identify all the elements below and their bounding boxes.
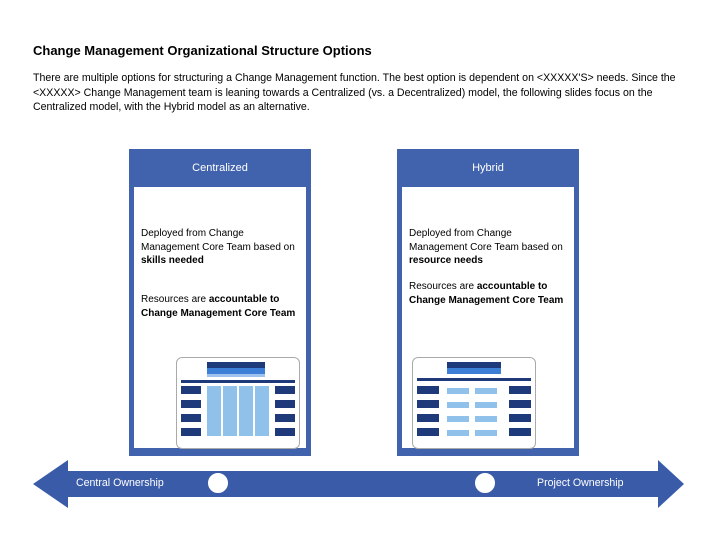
hybrid-point-deployment-text: Deployed from Change Management Core Team based on (409, 228, 563, 253)
hybrid-point-accountability-text: Resources are (409, 281, 477, 292)
centralized-point-deployment-text: Deployed from Change Management Core Team based on (141, 228, 295, 253)
slide-title: Change Management Organizational Structure Options (33, 43, 372, 58)
centralized-point-accountability-bold: accountable to Change Management Core Team (141, 294, 296, 319)
hybrid-position-marker (474, 472, 496, 494)
central-ownership-label: Central Ownership (76, 477, 164, 489)
hybrid-point-deployment-bold: resource needs (409, 255, 483, 266)
centralized-point-accountability-text: Resources are (141, 294, 209, 305)
project-ownership-label: Project Ownership (537, 477, 624, 489)
centralized-position-marker (207, 472, 229, 494)
centralized-point-deployment-bold: skills needed (141, 255, 204, 266)
hybrid-heading: Hybrid (472, 162, 504, 174)
hybrid-point-accountability-bold: accountable to Change Management Core Team (409, 281, 564, 306)
intro-paragraph: There are multiple options for structuring a Change Management function. The best option is dependent on <XXXXX'S> needs. Since the <XXXXX> Change Management team is leaning towards a Centralized (vs. a Decentralized) model, the following slides focus on the Centralized model, with the Hybrid model as an alternative. (33, 72, 676, 113)
centralized-heading: Centralized (192, 162, 248, 174)
